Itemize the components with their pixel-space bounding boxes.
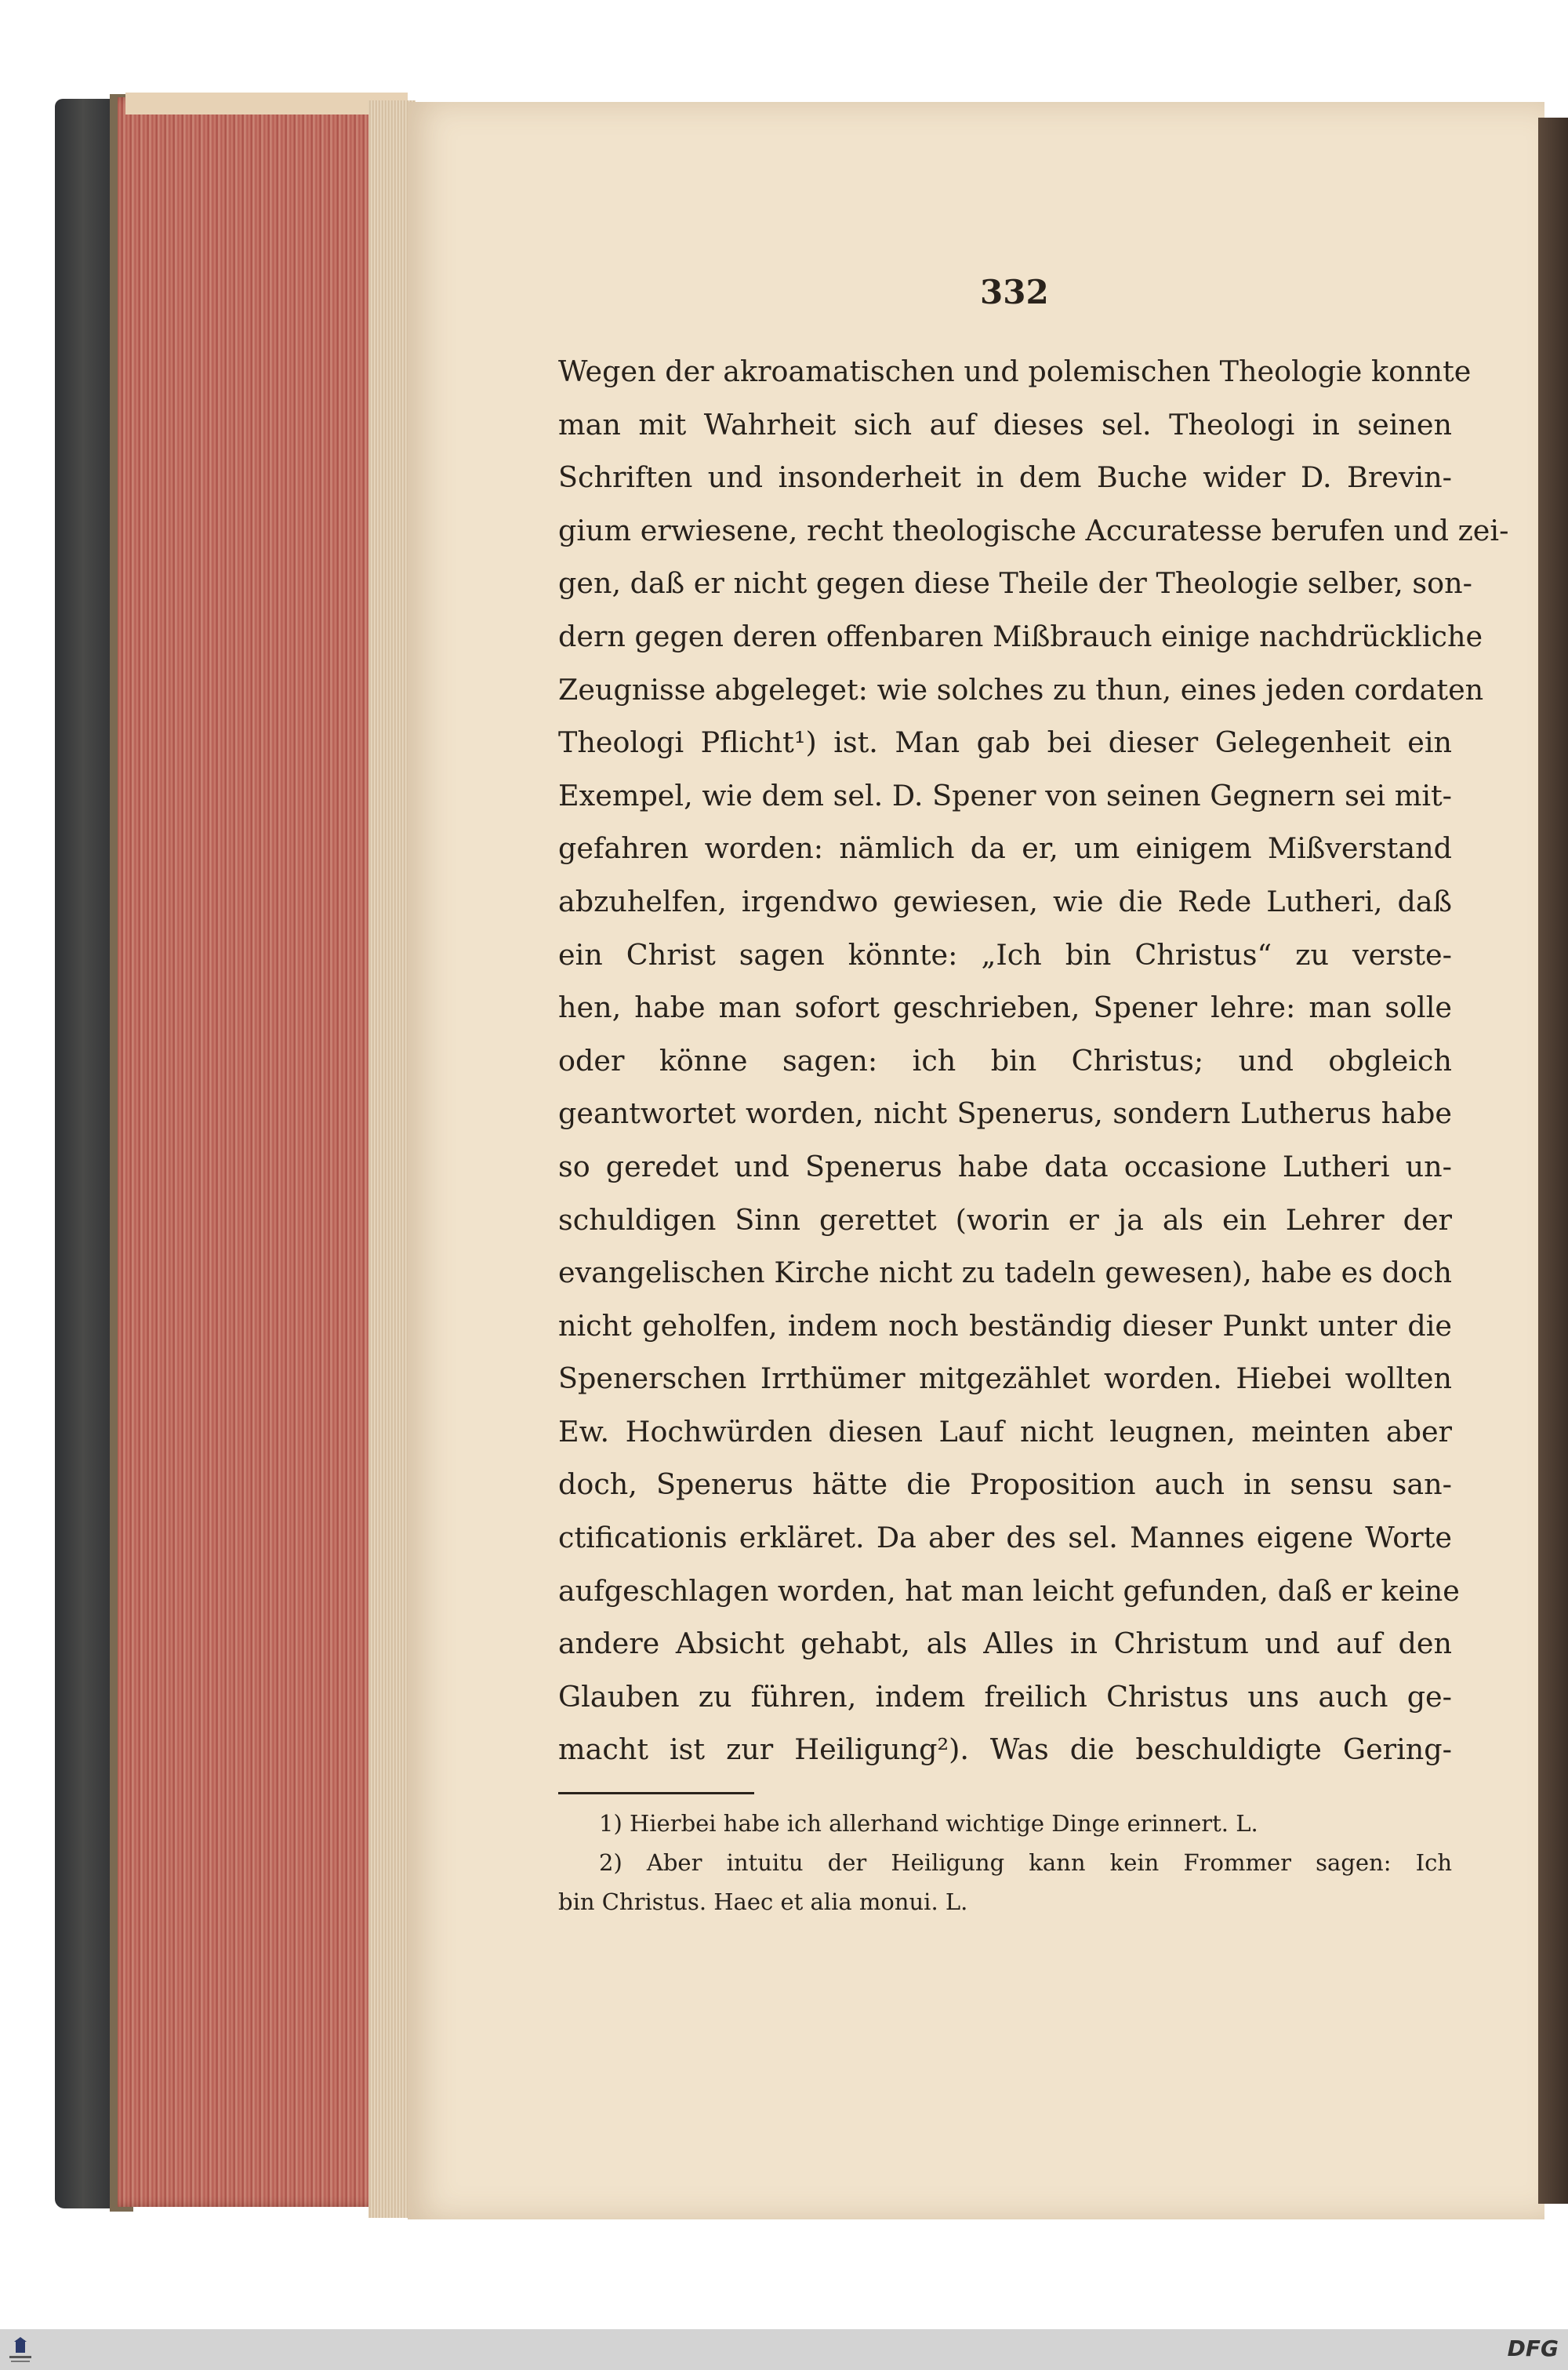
text-line: Schriften und insonderheit in dem Buche wider D. Brevin- xyxy=(558,460,1452,495)
text-line: gen, daß er nicht gegen diese Theile der Theologie selber, son- xyxy=(558,566,1472,601)
text-line: nicht geholfen, indem noch beständig dieser Punkt unter die xyxy=(558,1308,1452,1343)
text-line: so geredet und Spenerus habe data occasione Lutheri un- xyxy=(558,1149,1452,1183)
text-line: Zeugnisse abgeleget: wie solches zu thun, eines jeden cordaten xyxy=(558,672,1484,707)
text-line: geantwortet worden, nicht Spenerus, sondern Lutherus habe xyxy=(558,1096,1452,1131)
footnote-2: 2) Aber intuitu der Heiligung kann kein Frommer sagen: Ich xyxy=(599,1849,1452,1876)
text-line: ein Christ sagen könnte: „Ich bin Christus“ zu verste- xyxy=(558,937,1452,972)
text-line: Ew. Hochwürden diesen Lauf nicht leugnen, meinten aber xyxy=(558,1414,1452,1449)
text-line: Spenerschen Irrthümer mitgezählet worden. Hiebei wollten xyxy=(558,1361,1452,1396)
text-line: oder könne sagen: ich bin Christus; und obgleich xyxy=(558,1043,1452,1078)
text-line: schuldigen Sinn gerettet (worin er ja als ein Lehrer der xyxy=(558,1202,1452,1237)
page-block-top xyxy=(125,93,408,115)
footnotes xyxy=(558,1804,1452,1921)
library-logo-icon xyxy=(5,2337,36,2365)
text-line: Theologi Pflicht¹) ist. Man gab bei dieser Gelegenheit ein xyxy=(558,725,1452,760)
facing-page-edge xyxy=(1538,118,1568,2204)
dfg-logo: DFG xyxy=(1507,2335,1559,2361)
text-line: hen, habe man sofort geschrieben, Spener lehre: man solle xyxy=(558,991,1452,1025)
page-number: 332 xyxy=(980,273,1049,311)
page-block-edges xyxy=(118,97,408,2207)
footnote-2-continued: bin Christus. Haec et alia monui. L. xyxy=(558,1888,968,1915)
footnote-1: 1) Hierbei habe ich allerhand wichtige Dinge erinnert. L. xyxy=(599,1810,1258,1837)
viewer-bottom-bar xyxy=(0,2329,1568,2370)
footnote-rule xyxy=(558,1792,754,1794)
text-line: Exempel, wie dem sel. D. Spener von seinen Gegnern sei mit- xyxy=(558,778,1452,812)
text-line: ctificationis erkläret. Da aber des sel. Mannes eigene Worte xyxy=(558,1521,1452,1555)
text-line: Wegen der akroamatischen und polemischen Theologie konnte xyxy=(558,354,1472,388)
text-line: evangelischen Kirche nicht zu tadeln gewesen), habe es doch xyxy=(558,1256,1452,1290)
text-line: abzuhelfen, irgendwo gewiesen, wie die Rede Lutheri, daß xyxy=(558,884,1452,918)
text-line: dern gegen deren offenbaren Mißbrauch einige nachdrückliche xyxy=(558,619,1483,653)
text-line: Glauben zu führen, indem freilich Christus uns auch ge- xyxy=(558,1679,1452,1714)
text-line: man mit Wahrheit sich auf dieses sel. Theologi in seinen xyxy=(558,407,1452,442)
text-line: macht ist zur Heiligung²). Was die beschuldigte Gering- xyxy=(558,1732,1452,1767)
text-line: aufgeschlagen worden, hat man leicht gefunden, daß er keine xyxy=(558,1573,1460,1608)
text-line: doch, Spenerus hätte die Proposition auch in sensu san- xyxy=(558,1467,1452,1502)
text-line: gium erwiesene, recht theologische Accuratesse berufen und zei- xyxy=(558,513,1509,547)
body-text xyxy=(558,345,1509,1776)
text-line: andere Absicht gehabt, als Alles in Christum und auf den xyxy=(558,1627,1452,1661)
text-line: gefahren worden: nämlich da er, um einigem Mißverstand xyxy=(558,831,1452,866)
